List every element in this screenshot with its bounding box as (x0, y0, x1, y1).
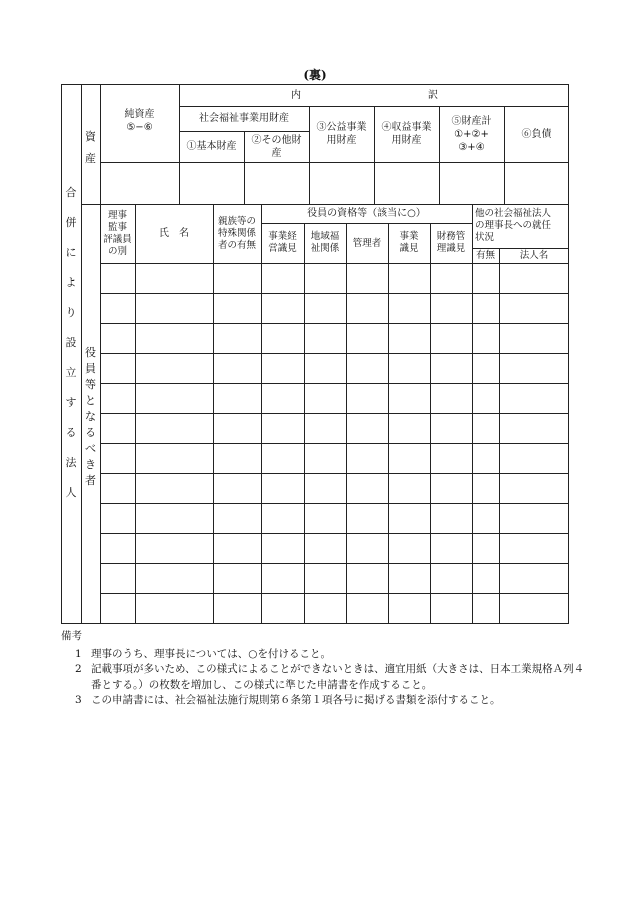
note-item (61, 647, 591, 663)
business-management-header: 事業経 営識見 (268, 231, 297, 254)
vertical-label-char: 員 (85, 362, 96, 375)
vertical-label-char: 等 (85, 378, 96, 391)
vertical-label-char: 立 (65, 366, 77, 379)
profit-business-property-header: ④収益事業 用財産 (381, 122, 432, 146)
breakdown-header-left: 内 (291, 89, 301, 101)
net-assets-header: 純資産 ⑤−⑥ (124, 109, 155, 133)
other-property-header: ②その他財 産 (251, 134, 302, 159)
vertical-label-char: 者 (85, 474, 96, 487)
vertical-label-char: る (65, 426, 77, 439)
vertical-label-char: な (85, 410, 96, 423)
notes-title: 備考 (61, 630, 82, 642)
officers-side-label (81, 344, 100, 488)
note-number: 2 (75, 663, 82, 675)
note-number: 3 (75, 694, 82, 706)
merged-corporation-vertical-label (61, 184, 81, 500)
application-form-table (61, 84, 569, 624)
presence-header: 有無 (475, 250, 495, 261)
qualifications-header: 役員の資格等（該当に○） (307, 208, 426, 219)
note-text: 理事のうち、理事長については、○を付けること。 (91, 647, 331, 660)
officer-name-header: 氏 名 (159, 228, 189, 239)
vertical-label-char: り (65, 306, 77, 319)
vertical-label-char: 合 (65, 186, 77, 199)
other-corp-header: 他の社会福祉法人 の理事長への就任 状況 (475, 208, 552, 243)
page-title: (裏) (303, 68, 327, 82)
vertical-label-char: 法 (65, 456, 77, 469)
vertical-label-char: に (65, 246, 77, 259)
vertical-label-char: べ (85, 442, 96, 455)
vertical-label-char: よ (65, 276, 77, 289)
vertical-label-char: き (85, 458, 96, 471)
vertical-label-char: と (85, 394, 96, 407)
property-total-header: ⑤財産計 ①+②+ ③+④ (451, 115, 492, 153)
vertical-label-char: る (85, 426, 96, 439)
liabilities-header: ⑥負債 (521, 128, 552, 140)
vertical-label-char: す (65, 396, 77, 409)
note-text: 記載事項が多いため、この様式によることができないときは、適宜用紙（大きさは、日本工業規格Ａ列４番とする。）の枚数を増加し、この様式に準じた申請書を作成すること。 (91, 663, 585, 691)
note-number: 1 (75, 647, 82, 660)
manager-header: 管理者 (352, 237, 382, 249)
table-grid (61, 84, 569, 624)
corp-name-header: 法人名 (519, 250, 549, 261)
vertical-label-char: 設 (65, 336, 77, 349)
assets-side-label (81, 128, 100, 166)
vertical-label-char: 役 (85, 346, 96, 359)
relatives-header: 親族等の 特殊関係 者の有無 (217, 215, 256, 251)
social-welfare-property-header: 社会福祉事業用財産 (199, 113, 289, 124)
notes-section (61, 629, 591, 709)
community-welfare-header: 地域福 祉関係 (310, 231, 340, 254)
public-interest-property-header: ③公益事業 用財産 (316, 122, 367, 146)
vertical-label-char: 人 (65, 486, 77, 499)
financial-management-header: 財務管 理識見 (436, 231, 466, 254)
note-item (61, 693, 591, 709)
business-insight-header: 事業 識見 (399, 231, 419, 254)
basic-property-header: ①基本財産 (186, 141, 237, 152)
vertical-label-char: 資 (85, 130, 96, 143)
breakdown-header-right: 訳 (428, 89, 438, 101)
note-item (61, 662, 591, 693)
officer-role-header: 理事 監事 評議員 の別 (103, 209, 132, 257)
note-text: この申請書には、社会福祉法施行規則第６条第１項各号に掲げる書類を添付すること。 (91, 694, 501, 706)
vertical-label-char: 併 (65, 216, 77, 229)
vertical-label-char: 産 (85, 152, 96, 165)
